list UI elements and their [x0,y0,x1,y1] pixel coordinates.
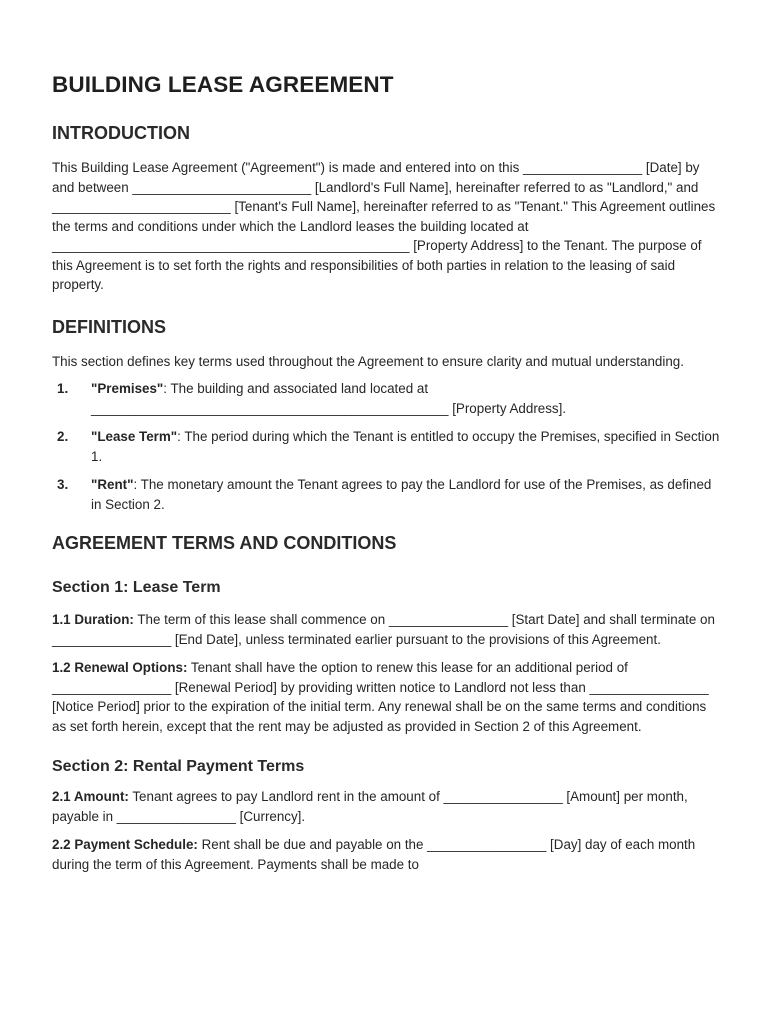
introduction-heading: INTRODUCTION [52,123,190,143]
definition-text: : The monetary amount the Tenant agrees to pay the Landlord for use of the Premises, as defined in Section 2. [91,477,712,512]
definitions-list [52,379,722,514]
definition-text: : The period during which the Tenant is entitled to occupy the Premises, specified in Section 1. [91,429,720,464]
clause-1-1 [52,610,722,649]
clause-2-1 [52,787,722,826]
definition-item-rent [52,475,722,514]
list-number: 1. [57,381,69,396]
clause-text: Tenant agrees to pay Landlord rent in the amount of ________________ [Amount] per month, payable in ________________ [Currency]. [52,789,688,824]
list-number: 2. [57,429,69,444]
introduction-paragraph: This Building Lease Agreement ("Agreement") is made and entered into on this ________________ [Date] by and between ________________________ [Landlord's Full Name], hereinafter referred to as "Landlord," and ________________________ [Tenant's Full Name], hereinafter referred to as "Tenant." This Agreement outlines the terms and conditions under which the Landlord leases the building located at ________________________________________________ [Property Address] to the Tenant. The purpose of this Agreement is to set forth the rights and responsibilities of both parties in relation to the leasing of said property. [52,160,716,292]
definitions-heading: DEFINITIONS [52,316,167,337]
document-page [52,70,722,874]
clause-text: Rent shall be due and payable on the ________________ [Day] day of each month during the term of this Agreement. Payments shall be made to [52,837,696,872]
definition-item-lease-term [52,427,722,466]
clause-text: Tenant shall have the option to renew this lease for an additional period of ________________ [Renewal Period] by providing written notice to Landlord not less than ________________ [Notice Period] prior to the expiration of the initial term. Any renewal shall be on the same terms and conditions as set forth herein, except that the rent may be adjusted as provided in Section 2 of this Agreement. [52,660,709,734]
section-2-heading: Section 2: Rental Payment Terms [52,758,305,775]
document-title: BUILDING LEASE AGREEMENT [52,72,394,97]
definition-term: "Lease Term" [91,429,178,444]
clause-label: 1.2 Renewal Options: [52,660,188,675]
definition-item-premises [52,379,722,418]
agreement-terms-heading: AGREEMENT TERMS AND CONDITIONS [52,533,397,553]
clause-1-2 [52,658,722,736]
definitions-intro: This section defines key terms used throughout the Agreement to ensure clarity and mutual understanding. [52,353,684,369]
definition-term: "Premises" [91,381,164,396]
section-1-heading: Section 1: Lease Term [52,579,221,596]
definition-term: "Rent" [91,477,134,492]
clause-label: 2.1 Amount: [52,789,129,804]
clause-label: 2.2 Payment Schedule: [52,837,198,852]
clause-label: 1.1 Duration: [52,612,134,627]
definition-text: : The building and associated land located at ________________________________________________ [Property Address]. [91,381,567,416]
clause-2-2 [52,835,722,874]
list-number: 3. [57,477,69,492]
clause-text: The term of this lease shall commence on ________________ [Start Date] and shall terminate on ________________ [End Date], unless terminated earlier pursuant to the provisions of this Agreement. [52,612,715,647]
